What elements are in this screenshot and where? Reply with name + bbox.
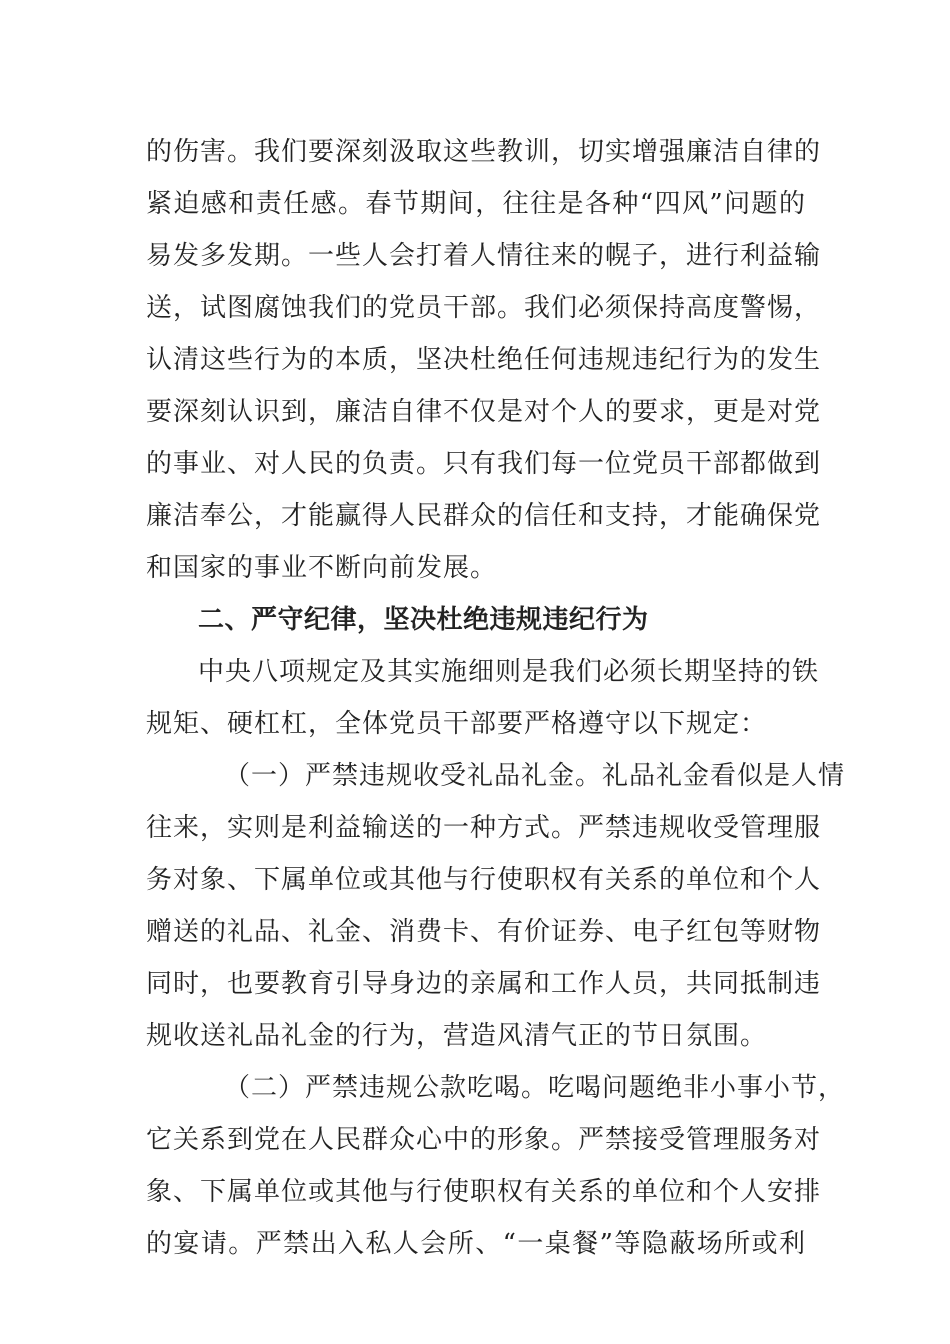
text-line: 规收送礼品礼金的行为，营造风清气正的节日氛围。: [146, 1021, 768, 1051]
text-line: 紧迫感和责任感。春节期间，往往是各种“四风”问题的: [146, 189, 806, 219]
text-line: 规矩、硬杠杠，全体党员干部要严格遵守以下规定：: [146, 709, 768, 739]
text-line: 象、下属单位或其他与行使职权有关系的单位和个人安排: [146, 1177, 822, 1207]
text-line: 它关系到党在人民群众心中的形象。严禁接受管理服务对: [146, 1125, 822, 1155]
text-line: 中央八项规定及其实施细则是我们必须长期坚持的铁: [198, 657, 820, 687]
text-line: 和国家的事业不断向前发展。: [146, 553, 498, 583]
text-line: 的伤害。我们要深刻汲取这些教训，切实增强廉洁自律的: [146, 137, 822, 167]
text-line: 往来，实则是利益输送的一种方式。严禁违规收受管理服: [146, 813, 822, 843]
text-line: 务对象、下属单位或其他与行使职权有关系的单位和个人: [146, 865, 822, 895]
text-line: 的事业、对人民的负责。只有我们每一位党员干部都做到: [146, 449, 822, 479]
text-line: 同时，也要教育引导身边的亲属和工作人员，共同抵制违: [146, 969, 822, 999]
text-line: 赠送的礼品、礼金、消费卡、有价证券、电子红包等财物: [146, 917, 822, 947]
section-heading: 二、严守纪律，坚决杜绝违规违纪行为: [198, 605, 649, 635]
text-line: 廉洁奉公，才能赢得人民群众的信任和支持，才能确保党: [146, 501, 822, 531]
text-line: 认清这些行为的本质，坚决杜绝任何违规违纪行为的发生: [146, 345, 822, 375]
text-line: 的宴请。严禁出入私人会所、“一桌餐”等隐蔽场所或利: [146, 1229, 806, 1259]
text-line: （二）严禁违规公款吃喝。吃喝问题绝非小事小节，: [224, 1073, 846, 1103]
text-line: （一）严禁违规收受礼品礼金。礼品礼金看似是人情: [224, 761, 846, 791]
text-line: 易发多发期。一些人会打着人情往来的幌子，进行利益输: [146, 241, 822, 271]
text-line: 送，试图腐蚀我们的党员干部。我们必须保持高度警惕，: [146, 293, 822, 323]
text-line: 要深刻认识到，廉洁自律不仅是对个人的要求，更是对党: [146, 397, 822, 427]
document-body: [146, 126, 846, 1270]
